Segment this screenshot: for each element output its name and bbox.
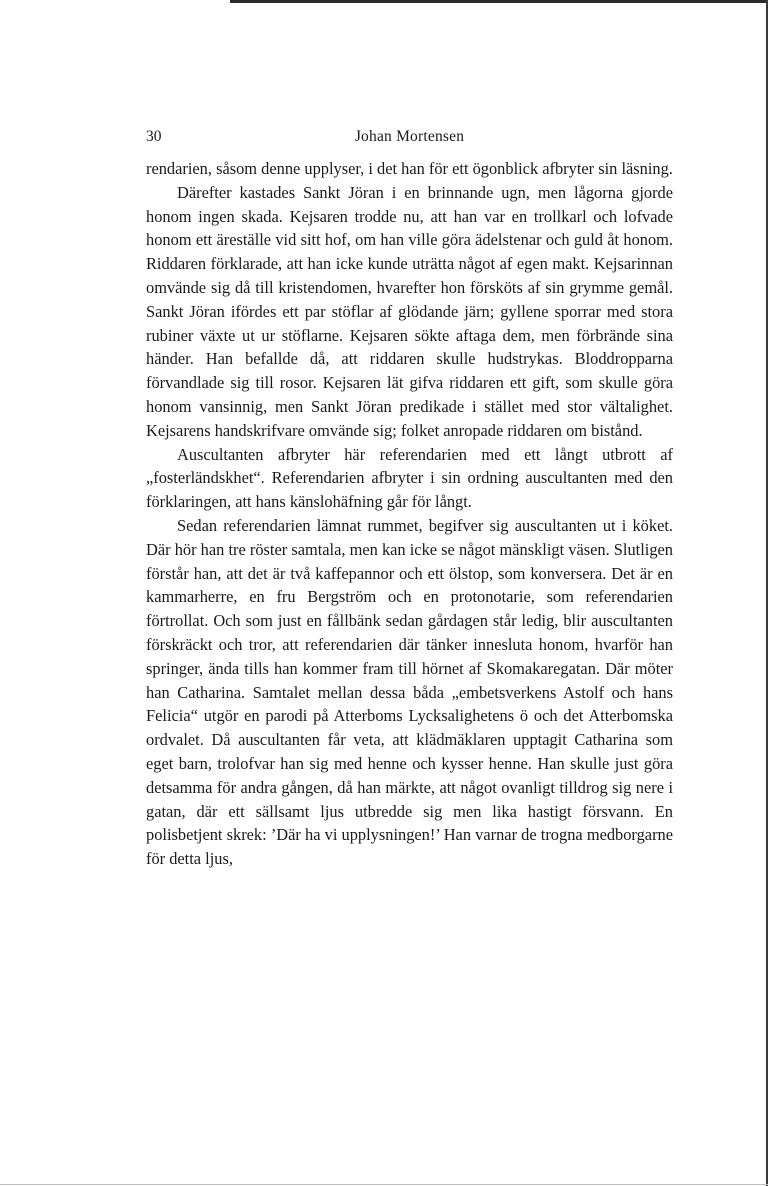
- running-head: [146, 124, 673, 150]
- paragraph: Auscultanten afbryter här referendarien med ett långt utbrott af „fosterländskhet“. Referendarien afbryter i sin ordning auscultanten med den förklaringen, att hans känslohäfning går för långt.: [146, 444, 673, 512]
- page-number: 30: [146, 128, 162, 145]
- paragraph-continued: rendarien, såsom denne upplyser, i det han för ett ögonblick afbryter sin läsning.: [146, 159, 673, 178]
- body-text: [146, 157, 673, 871]
- scan-border-top: [230, 0, 768, 3]
- running-title: Johan Mortensen: [354, 128, 465, 145]
- book-page: [146, 124, 673, 871]
- paragraph: Sedan referendarien lämnat rummet, begifver sig auscultanten ut i köket. Där hör han tre röster samtala, men kan icke se något mänskligt väsen. Slutligen förstår han, att det är två kaffepannor och ett ölstop, som konversera. Det är en kammarherre, en fru Bergström och en protonotarie, som referendarien förtrollat. Och som just en fållbänk sedan gårdagen står ledig, blir auscultanten förskräckt och tror, att referendarien där tänker innesluta honom, hvarför han springer, ända tills han kommer fram till hörnet af Skomakaregatan. Där möter han Catharina. Samtalet mellan dessa båda „embetsverkens Astolf och hans Felicia“ utgör en parodi på Atterboms Lycksalighetens ö och det Atterbomska ordvalet. Då auscultanten får veta, att klädmäklaren upptagit Catharina som eget barn, trolofvar han sig med henne och kysser henne. Han skulle just göra detsamma för andra gången, då han märkte, att något ovanligt tilldrog sig nere i gatan, där ett sällsamt ljus utbredde sig men lika hastigt försvann. En polisbetjent skrek: ’Där ha vi upplysningen!’ Han varnar de trogna medborgarne för detta ljus,: [146, 515, 673, 869]
- scan-border-bottom: [0, 1184, 768, 1185]
- paragraph: Därefter kastades Sankt Jöran i en brinnande ugn, men lågorna gjorde honom ingen skada. Kejsaren trodde nu, att han var en trollkarl och lofvade honom ett äreställe vid sitt hof, om han ville göra ädelstenar och guld åt honom. Riddaren förklarade, att han icke kunde uträtta något af egen makt. Kejsarinnan omvände sig då till kristendomen, hvarefter hon försköts af sin grymme gemål. Sankt Jöran ifördes ett par stöflar af glödande järn; gyllene sporrar med stora rubiner växte ut ur stöflarne. Kejsaren sökte aftaga dem, men förbrände sina händer. Han befallde då, att riddaren skulle hudstrykas. Bloddropparna förvandlade sig till rosor. Kejsaren lät gifva riddaren ett gift, som skulle göra honom vansinnig, men Sankt Jöran predikade i stället med stor vältalighet. Kejsarens handskrifvare omvände sig; folket anropade riddaren om bistånd.: [146, 182, 673, 440]
